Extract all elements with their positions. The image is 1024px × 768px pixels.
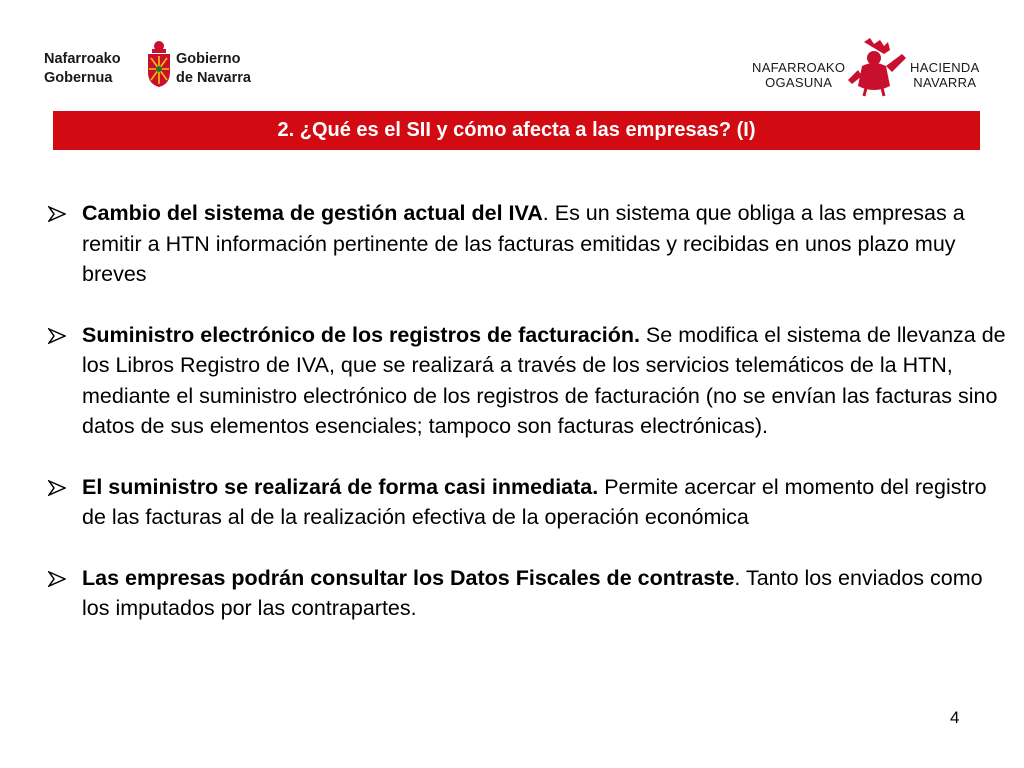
hacienda-spanish-line1: HACIENDA	[910, 60, 980, 75]
slide-title: 2. ¿Qué es el SII y cómo afecta a las empresas? (I)	[277, 119, 756, 141]
bullet-text: Se modifica el sistema de llevanza de los Libros Registro de IVA, que se realizará a través de los servicios telemáticos de la HTN, mediante el suministro electrónico de los registros de facturación (no se envían las facturas sino datos de sus elementos esenciales; tampoco son facturas electrónicas).	[82, 322, 1006, 438]
arrowhead-bullet-icon	[48, 328, 66, 344]
logo-spanish-line2: de Navarra	[176, 70, 251, 86]
bullet-text: . Tanto los enviados como los imputados por las contrapartes.	[82, 565, 983, 620]
logo-basque-line1: Nafarroako	[44, 51, 121, 67]
slide-title-bar	[53, 111, 980, 150]
logo-basque-line2: Gobernua	[44, 70, 113, 86]
arrowhead-bullet-icon	[48, 571, 66, 587]
hacienda-navarra-logo	[744, 36, 984, 96]
bullet-item	[48, 472, 1008, 533]
hacienda-spanish-line2: NAVARRA	[913, 75, 977, 90]
bullet-item	[48, 563, 1008, 624]
gobierno-de-navarra-logo	[40, 40, 260, 90]
logo-spanish-line1: Gobierno	[176, 51, 241, 67]
hacienda-emblem-icon	[844, 36, 910, 98]
bullet-item	[48, 198, 1008, 290]
bullet-heading: Suministro electrónico de los registros de facturación.	[82, 322, 640, 347]
hacienda-basque-text	[752, 60, 845, 90]
logo-spanish-text	[176, 50, 251, 88]
hacienda-basque-line1: NAFARROAKO	[752, 60, 846, 75]
bullet-list	[48, 198, 1008, 654]
arrowhead-bullet-icon	[48, 480, 66, 496]
bullet-text: . Es un sistema que obliga a las empresas a remitir a HTN información pertinente de las facturas emitidas y recibidas en unos plazo muy breves	[82, 201, 965, 286]
bullet-text: Permite acercar el momento del registro de las facturas al de la realización efectiva de la operación económica	[82, 474, 987, 529]
bullet-heading: Las empresas podrán consultar los Datos Fiscales de contraste	[82, 565, 735, 590]
arrowhead-bullet-icon	[48, 206, 66, 222]
bullet-heading: El suministro se realizará de forma casi inmediata.	[82, 474, 599, 499]
logo-basque-text	[44, 50, 121, 88]
bullet-heading: Cambio del sistema de gestión actual del IVA	[82, 201, 543, 225]
bullet-item	[48, 320, 1008, 442]
hacienda-basque-line2: OGASUNA	[765, 75, 833, 90]
hacienda-spanish-text	[910, 60, 980, 90]
navarra-coat-of-arms-icon	[146, 40, 172, 88]
page-number: 4	[950, 708, 960, 727]
